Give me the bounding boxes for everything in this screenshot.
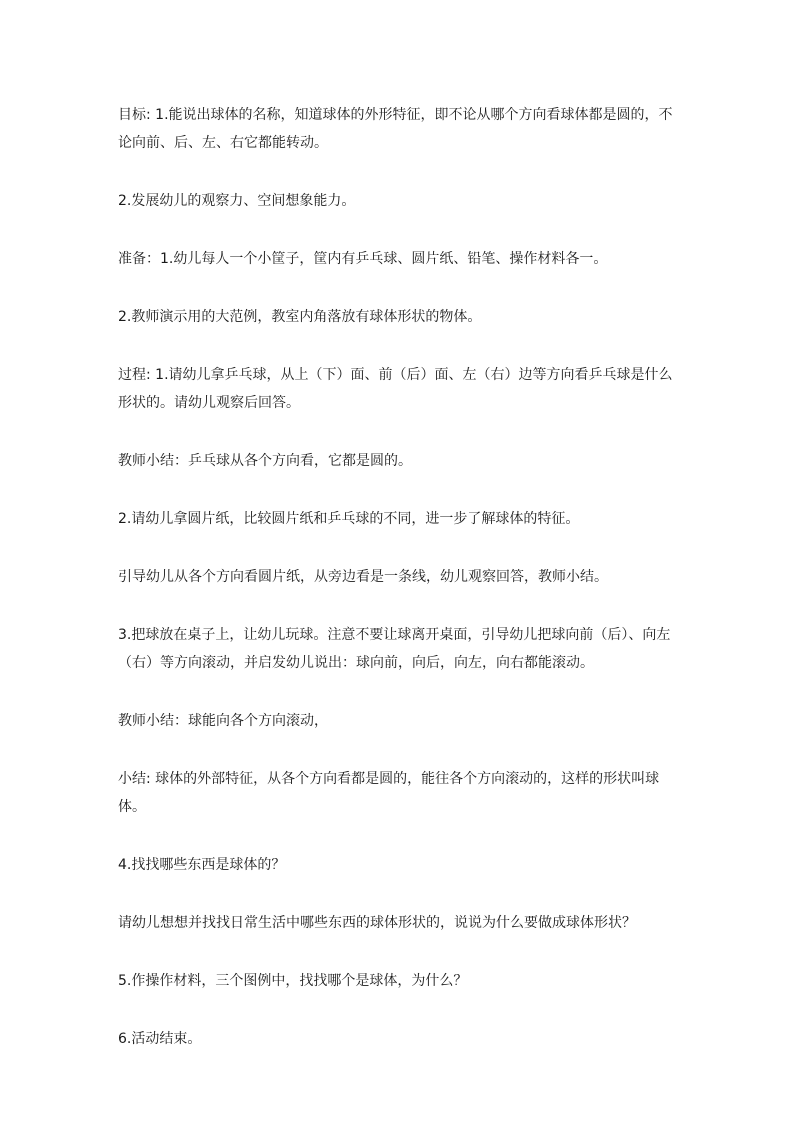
paragraph-goal-1: 目标: 1.能说出球体的名称，知道球体的外形特征，即不论从哪个方向看球体都是圆的，不论向前、后、左、右它都能转动。 — [118, 107, 673, 151]
paragraph-goal-2: 2.发展幼儿的观察力、空间想象能力。 — [118, 193, 356, 209]
paragraph-prep-2: 2.教师演示用的大范例，教室内角落放有球体形状的物体。 — [118, 309, 482, 325]
paragraph-process-4: 4.找找哪些东西是球体的？ — [118, 857, 286, 873]
paragraph-guide: 引导幼儿从各个方向看圆片纸，从旁边看是一条线，幼儿观察回答，教师小结。 — [118, 569, 608, 585]
paragraph-process-5: 5.作操作材料，三个图例中，找找哪个是球体，为什么？ — [118, 973, 468, 989]
paragraph-teacher-summary-2: 教师小结：球能向各个方向滚动， — [118, 713, 328, 729]
paragraph-daily-life: 请幼儿想想并找找日常生活中哪些东西的球体形状的，说说为什么要做成球体形状？ — [118, 915, 636, 931]
paragraph-process-1: 过程: 1.请幼儿拿乒乓球，从上（下）面、前（后）面、左（右）边等方向看乒乓球是什么形状的。请幼儿观察后回答。 — [118, 367, 673, 411]
paragraph-process-2: 2.请幼儿拿圆片纸，比较圆片纸和乒乓球的不同，进一步了解球体的特征。 — [118, 511, 580, 527]
paragraph-process-3: 3.把球放在桌子上，让幼儿玩球。注意不要让球离开桌面，引导幼儿把球向前（后）、向左（右）等方向滚动，并启发幼儿说出：球向前，向后，向左，向右都能滚动。 — [118, 627, 671, 671]
paragraph-prep-1: 准备：1.幼儿每人一个小筐子，筐内有乒乓球、圆片纸、铅笔、操作材料各一。 — [118, 251, 608, 267]
document-body — [118, 101, 684, 1083]
paragraph-teacher-summary-1: 教师小结：乒乓球从各个方向看，它都是圆的。 — [118, 453, 412, 469]
paragraph-process-6: 6.活动结束。 — [118, 1031, 202, 1047]
paragraph-summary: 小结: 球体的外部特征，从各个方向看都是圆的，能往各个方向滚动的，这样的形状叫球体。 — [118, 771, 660, 815]
